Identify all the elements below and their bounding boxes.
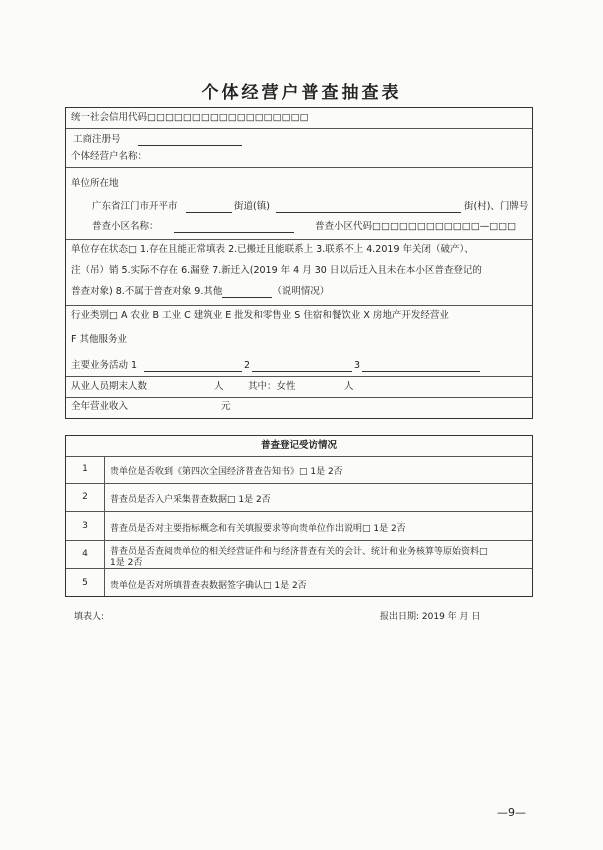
- column-divider: [104, 456, 105, 596]
- village-label: 街(村)、门牌号: [464, 201, 529, 212]
- row-divider: [66, 483, 532, 484]
- activity-2-field[interactable]: [252, 361, 352, 372]
- row-number: 5: [82, 578, 88, 588]
- province-city-text: 广东省江门市开平市: [92, 201, 178, 212]
- row-divider: [66, 540, 532, 541]
- status-line-1: 单位存在状态□ 1.存在且能正常填表 2.已搬迁且能联系上 3.联系不上 4.2019 年关闭（破产）、: [71, 244, 474, 255]
- row-divider: [66, 568, 532, 569]
- row-question: 普查员是否查阅贵单位的相关经营证件和与经济普查有关的会计、统计和业务核算等原始资料□: [110, 547, 488, 557]
- visit-table-header: 普查登记受访情况: [260, 440, 337, 451]
- row-answer: 1是 2否: [110, 558, 143, 568]
- status-note-text: （说明情况）: [272, 286, 330, 297]
- business-reg-field[interactable]: [138, 135, 242, 146]
- census-area-code-label: 普查小区代码□□□□□□□□□□□□—□□□: [315, 221, 517, 232]
- female-unit: 人: [344, 381, 354, 392]
- status-line-2: 注（吊）销 5.实际不存在 6.漏登 7.新迁入(2019 年 4 月 30 日以后迁入且未在本小区普查登记的: [71, 265, 482, 276]
- row-divider: [66, 376, 532, 377]
- row-divider: [66, 128, 532, 129]
- filler-label: 填表人:: [74, 612, 105, 622]
- business-reg-label: 工商注册号: [73, 134, 121, 145]
- row-question: 贵单位是否收到《第四次全国经济普查告知书》□ 1是 2否: [110, 467, 343, 477]
- activity-3-field[interactable]: [362, 361, 480, 372]
- activity-1-field[interactable]: [144, 361, 242, 372]
- location-label: 单位所在地: [71, 178, 119, 189]
- revenue-unit: 元: [221, 401, 231, 412]
- row-divider: [66, 167, 532, 168]
- activity-label: 主要业务活动 1: [71, 360, 138, 371]
- row-number: 3: [82, 521, 88, 531]
- row-number: 2: [82, 492, 88, 502]
- row-divider: [66, 511, 532, 512]
- status-line-3-text: 普查对象) 8.不属于普查对象 9.其他: [71, 286, 223, 297]
- row-question: 普查员是否对主要指标概念和有关填报要求等向贵单位作出说明□ 1是 2否: [110, 524, 406, 534]
- business-name-label: 个体经营户名称：: [71, 151, 148, 162]
- census-area-name-label: 普查小区名称：: [92, 221, 159, 232]
- street-label: 街道(镇): [234, 201, 270, 212]
- industry-line-2: F 其他服务业: [71, 334, 127, 345]
- report-date-label: 报出日期: 2019 年 月 日: [380, 612, 481, 622]
- district-field[interactable]: [186, 202, 232, 213]
- row-divider: [66, 456, 532, 457]
- page-number: —9—: [497, 806, 526, 819]
- revenue-label: 全年营业收入: [71, 401, 129, 412]
- industry-line-1: 行业类别□ A 农业 B 工业 C 建筑业 E 批发和零售业 S 住宿和餐饮业 X 房地产开发经营业: [71, 310, 449, 321]
- status-other-field[interactable]: [222, 287, 272, 298]
- row-divider: [66, 305, 532, 306]
- activity-3-label: 3: [354, 360, 361, 371]
- street-field[interactable]: [276, 202, 461, 213]
- employees-unit: 人: [214, 381, 224, 392]
- credit-code-label: 统一社会信用代码□□□□□□□□□□□□□□□□□□: [71, 112, 309, 123]
- employees-label: 从业人员期末人数: [71, 381, 148, 392]
- row-question: 普查员是否入户采集普查数据□ 1是 2否: [110, 495, 271, 505]
- status-line-3: [71, 286, 329, 298]
- census-form: [65, 107, 533, 419]
- row-question: 贵单位是否对所填普查表数据签字确认□ 1是 2否: [110, 581, 307, 591]
- visit-table: [65, 435, 533, 597]
- page-title: 个体经营户普查抽查表: [201, 83, 402, 103]
- female-label: 其中：女性: [248, 381, 296, 392]
- row-number: 1: [82, 464, 88, 474]
- activity-2-label: 2: [244, 360, 251, 371]
- row-number: 4: [82, 549, 88, 559]
- census-area-name-field[interactable]: [174, 222, 294, 233]
- row-divider: [66, 239, 532, 240]
- row-divider: [66, 397, 532, 398]
